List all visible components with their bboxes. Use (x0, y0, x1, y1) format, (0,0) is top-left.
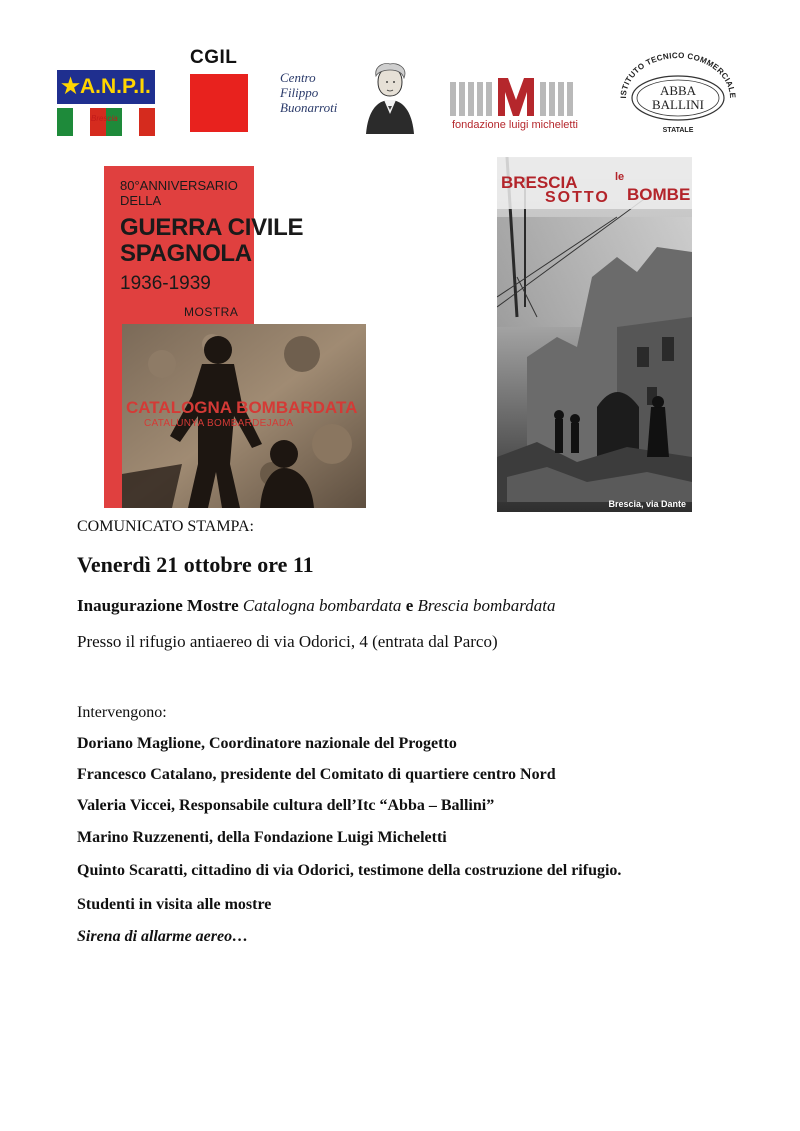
buonarroti-portrait (362, 62, 418, 134)
speaker-item: Francesco Catalano, presidente del Comitato di quartiere centro Nord (77, 766, 556, 783)
centro-buonarroti-logo (280, 70, 360, 115)
micheletti-stripes-icon (448, 76, 598, 118)
speaker-item: Quinto Scaratti, cittadino di via Odorici, testimone della costruzione del rifugio. (77, 862, 622, 879)
anniversary-text: 80°ANNIVERSARIO (120, 178, 238, 193)
della-text: DELLA (120, 193, 162, 208)
inaug-mid: e (401, 596, 418, 615)
title-line2: SPAGNOLA (120, 240, 252, 267)
abba-top-arc-text: ISTITUTO TECNICO COMMERCIALE (618, 50, 738, 99)
anpi-logo-name: ★A.N.P.I. (57, 70, 155, 104)
centro-line2: Filippo (280, 85, 319, 100)
speakers-heading: Intervengono: (77, 704, 167, 721)
abba-bottom: STATALE (662, 127, 694, 134)
poster-catalogna: CATALOGNA BOMBARDATA (126, 398, 358, 417)
inaug-prefix: Inaugurazione Mostre (77, 596, 243, 615)
centro-line3: Buonarroti (280, 100, 338, 115)
speaker-item: Studenti in visita alle mostre (77, 896, 272, 913)
poster-word-le: le (615, 171, 625, 183)
speaker-item: Doriano Maglione, Coordinatore nazionale del Progetto (77, 735, 457, 752)
poster-guerra-civile (104, 166, 366, 508)
poster-mostra: MOSTRA (184, 305, 239, 319)
poster-catalunya: CATALUNYA BOMBARDEJADA (144, 418, 294, 429)
location-line: Presso il rifugio antiaereo di via Odorici, 4 (entrata dal Parco) (77, 632, 498, 651)
poster-anniversary (120, 178, 238, 208)
title-line1: GUERRA CIVILE (120, 214, 304, 241)
press-release-heading: COMUNICATO STAMPA: (77, 518, 254, 535)
poster-years: 1936-1939 (120, 273, 211, 294)
poster-word-brescia: BRESCIA (501, 173, 578, 192)
abba-line1: ABBA (659, 83, 697, 98)
poster-caption: Brescia, via Dante (608, 499, 686, 509)
poster-title (120, 215, 303, 267)
inaug-title-catalogna: Catalogna bombardata (242, 596, 402, 615)
micheletti-name: fondazione luigi micheletti (452, 119, 578, 131)
poster-word-bombe: BOMBE (627, 185, 691, 204)
cgil-red-square (190, 74, 248, 132)
poster-brescia-sotto-le-bombe (497, 157, 692, 512)
event-date: Venerdì 21 ottobre ore 11 (77, 552, 314, 577)
cgil-logo (190, 48, 250, 134)
inaug-title-brescia: Brescia bombardata (417, 596, 556, 615)
bombed-building-photo (497, 157, 692, 512)
fondazione-micheletti-logo (448, 76, 598, 134)
air-raid-siren-note: Sirena di allarme aereo… (77, 928, 249, 945)
anpi-logo (57, 70, 155, 136)
abba-line2: BALLINI (652, 97, 704, 112)
poster-word-sotto: SOTTO (545, 189, 610, 206)
anpi-city: Brescia (91, 114, 118, 123)
cgil-name: CGIL (190, 47, 238, 68)
abba-ballini-logo (612, 48, 744, 138)
speaker-item: Marino Ruzzenenti, della Fondazione Luigi Micheletti (77, 829, 447, 846)
speaker-item: Valeria Viccei, Responsabile cultura dell’Itc “Abba – Ballini” (77, 797, 495, 814)
inauguration-line (77, 596, 556, 616)
centro-line1: Centro (280, 70, 316, 85)
